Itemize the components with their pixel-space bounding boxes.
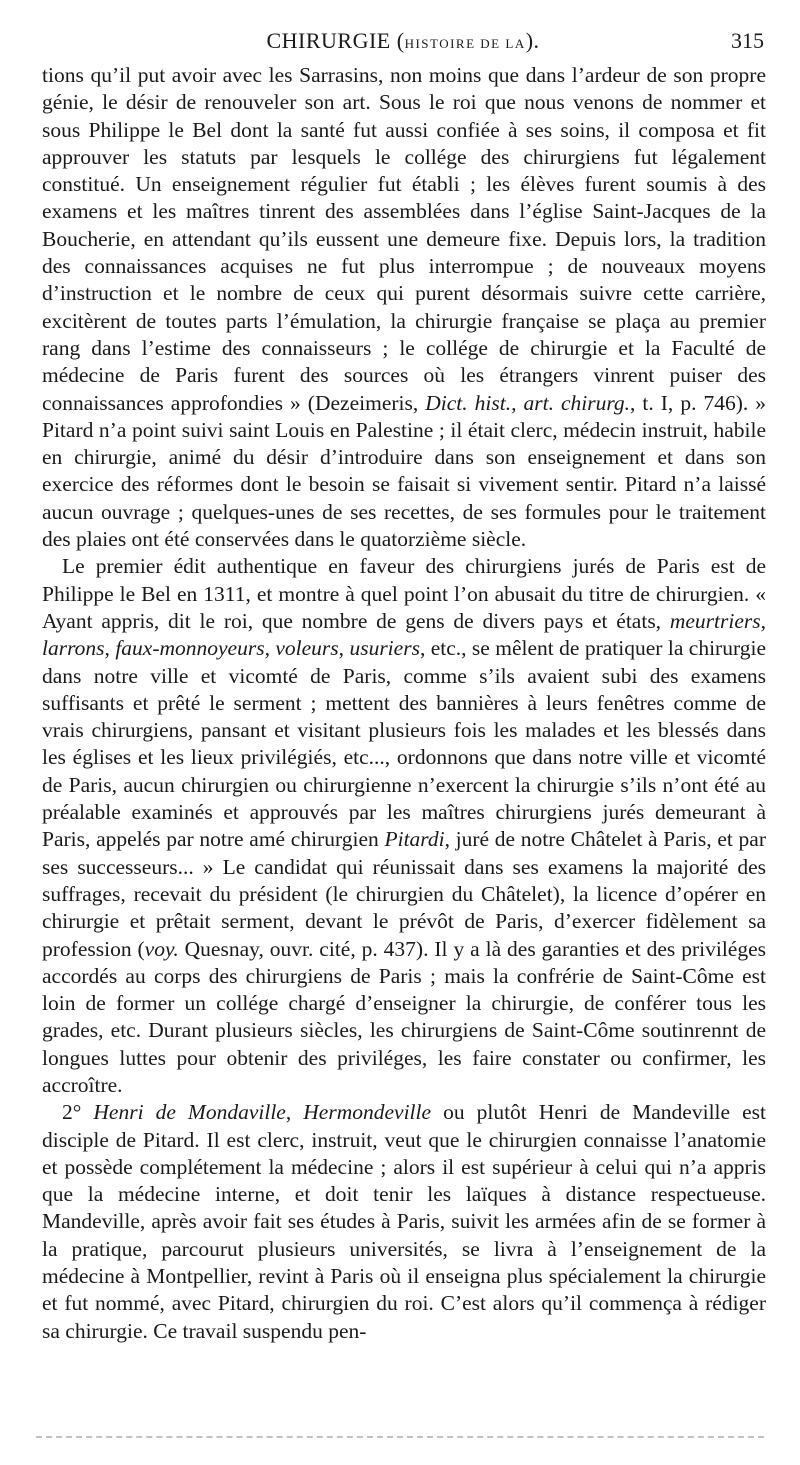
page-number: 315 <box>731 28 764 53</box>
italic-run: Hermondeville <box>303 1100 432 1125</box>
paragraph-1 <box>42 62 766 553</box>
italic-run: faux-monnoyeurs <box>115 636 265 661</box>
text-run: Le premier édit authentique en faveur des chirurgiens jurés de Paris est de Philippe le Bel en 1311, et montre à quel point l’on abusait du titre de chirurgien. « Ayant appris, dit le roi, que nombre de gens de divers pays et états, <box>42 554 766 633</box>
running-title-close: ). <box>525 28 540 53</box>
text-run: 2° <box>62 1100 94 1125</box>
italic-run: meurtriers <box>669 608 761 633</box>
italic-run: Dict. hist., art. chirurg. <box>425 390 631 415</box>
text-run: ou plutôt Henri de Mandeville est disciple de Pitard. Il est clerc, instruit, veut que le chirurgien connaisse l’anatomie et possède complétement la médecine ; alors il est supérieur à celui qui n’a appris que la médecine interne, et doit tenir les laïques à distance respectueuse. Mandeville, après avoir fait ses études à Paris, suivit les armées afin de se former à la pratique, parcourut plusieurs universités, se livra à l’enseignement de la médecine à Montpellier, revint à Paris où il enseigna plus spécialement la chirurgie et fut nommé, avec Pitard, chirurgien du roi. C’est alors qu’il commença à rédiger sa chirurgie. Ce travail suspendu pen- <box>42 1100 766 1343</box>
text-run: , juré de notre Châtelet à Paris, et par ses successeurs... » Le candidat qui réunissait dans ses examens la majorité des suffrages, recevait du président (le chirurgien du Châtelet), la licence d’opérer en chirurgie et prêtait serment, devant le prévôt de Paris, d’exercer fidèlement sa profession ( <box>42 827 767 961</box>
italic-run: usuriers <box>349 636 420 661</box>
text-run: , <box>285 1100 304 1125</box>
text-run: tions qu’il put avoir avec les Sarrasins, non moins que dans l’ardeur de son propre génie, le désir de renouveler son art. Sous le roi que nous venons de nommer et sous Philippe le Bel dont la santé fut aussi confiée à ses soins, il composa et fit approuver les statuts par lesquels le collége des chirurgiens fut légalement constitué. Un enseignement régulier fut établi ; les élèves furent soumis à des examens et les maîtres tinrent des assemblées dans l’église Saint-Jacques de la Boucherie, en attendant qu’ils eussent une demeure fixe. Depuis lors, la tradition des connaissances acquises ne fut plus interrompue ; de nouveaux moyens d’instruction et le nombre de ceux qui purent désormais suivre cette carrière, excitèrent de toutes parts l’émulation, la chirurgie française se plaça au premier rang dans l’estime des connaisseurs ; le collége de chirurgie et la Faculté de médecine de Paris furent des sources où les étrangers vinrent puiser des connaissances approfondies » (Dezeimeris, <box>42 63 766 415</box>
text-run: , <box>338 636 350 661</box>
body-text <box>42 62 766 1345</box>
running-title-main: CHIRURGIE ( <box>266 28 405 53</box>
italic-run: voleurs <box>275 636 339 661</box>
running-title <box>42 28 764 54</box>
text-run: , <box>760 608 766 633</box>
text-run: , t. I, p. 746). » Pitard n’a point suivi saint Louis en Palestine ; il était clerc, médecin instruit, habile en chirurgie, animé du désir d’introduire dans son enseignement et dans son exercice des réformes dont le besoin se faisait si vivement sentir. Pitard n’a laissé aucun ouvrage ; quelques-unes de ses recettes, de ses formules pour le traitement des plaies ont été conservées dans le quatorzième siècle. <box>42 390 766 552</box>
italic-run: larrons <box>42 636 105 661</box>
text-run: , <box>264 636 276 661</box>
text-run: , etc., se mêlent de pratiquer la chirurgie dans notre ville et vicomté de Paris, comme s’ils avaient subi des examens suffisants et prêté le serment ; mettent des bannières à leurs fenêtres comme de vrais chirurgiens, pansant et visitant plusieurs fois les malades et les blessés dans les églises et les lieux privilégiés, etc..., ordonnons que dans notre ville et vicomté de Paris, aucun chirurgien ou chirurgienne n’exercent la chirurgie s’ils n’ont été au préalable examinés et approuvés par les maîtres chirurgiens jurés demeurant à Paris, appelés par notre amé chirurgien <box>42 636 766 852</box>
running-title-smallcaps: HISTOIRE DE LA <box>404 36 526 51</box>
text-run: Quesnay, ouvr. cité, p. 437). Il y a là des garanties et des priviléges accordés au corps des chirurgiens de Paris ; mais la confrérie de Saint-Côme est loin de former un collége chargé d’enseigner la chirurgie, de conférer tous les grades, etc. Durant plusieurs siècles, les chirurgiens de Saint-Côme soutinrennt de longues luttes pour obtenir des priviléges, les faire constater ou confirmer, les accroître. <box>42 936 766 1097</box>
paragraph-3 <box>42 1099 766 1345</box>
italic-run: Henri de Mondaville <box>93 1100 286 1125</box>
italic-run: Pitardi <box>384 827 445 852</box>
running-header <box>42 28 764 62</box>
footer-rule <box>36 1436 764 1440</box>
paragraph-2 <box>42 553 766 1099</box>
italic-run: voy. <box>144 936 179 961</box>
text-run: , <box>104 636 116 661</box>
